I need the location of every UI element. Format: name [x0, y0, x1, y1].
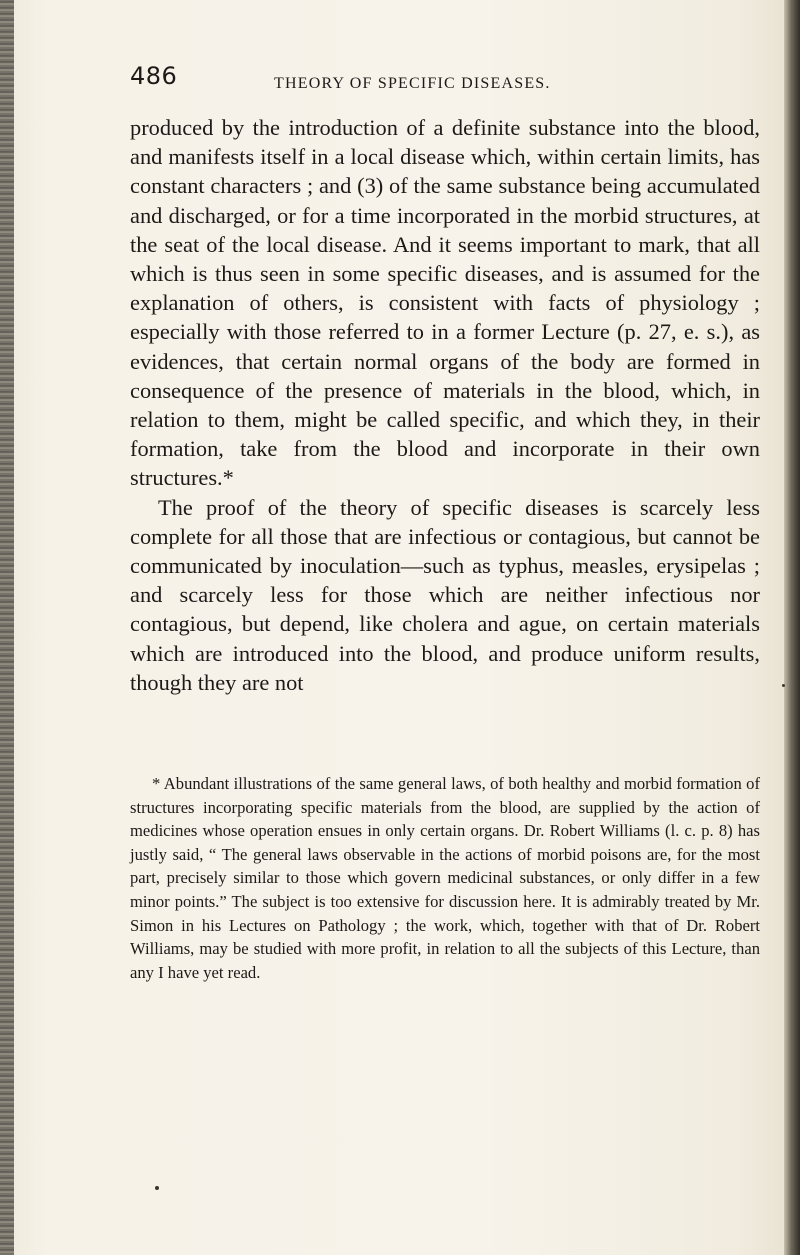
paragraph: produced by the introduction of a definite substance into the blood, and manifests itself in a local disease which, within certain limits, has constant characters ; and (3) of the same substance being accumulated and discharged, or for a time incorporated in the morbid structures, at the seat of the local disease. And it seems important to mark, that all which is thus seen in some specific diseases, and is assumed for the explanation of others, is consistent with facts of physiology ; especially with those referred to in a former Lecture (p. 27, e. s.), as evidences, that certain normal organs of the body are formed in consequence of the presence of materials in the blood, which, in relation to them, might be called specific, and which they, in their formation, take from the blood and incorporate in their own structures.*: [130, 115, 760, 491]
page-left-edge: [0, 0, 14, 1255]
running-title: THEORY OF SPECIFIC DISEASES.: [274, 75, 551, 92]
page-right-edge: [784, 0, 800, 1255]
main-text: [130, 113, 760, 697]
footnote: * Abundant illustrations of the same general laws, of both healthy and morbid formation of structures incorporating specific materials from the blood, are supplied by the action of medicines whose operation ensues in only certain organs. Dr. Robert Williams (l. c. p. 8) has justly said, “ The general laws observable in the actions of morbid poisons are, for the most part, precisely similar to those which govern medicinal substances, or only differ in a few minor points.” The subject is too extensive for discussion here. It is admirably treated by Mr. Simon in his Lectures on Pathology ; the work, which, together with that of Dr. Robert Williams, may be studied with more profit, in relation to all the subjects of this Lecture, than any I have yet read.: [130, 774, 760, 982]
ink-speck: [155, 1186, 159, 1190]
page-number: 486: [130, 62, 178, 90]
paragraph: The proof of the theory of specific diseases is scarcely less complete for all those that are infectious or contagious, but cannot be communicated by inoculation—such as typhus, measles, erysipelas ; and scarcely less for those which are neither infectious nor contagious, but depend, like cholera and ague, on certain materials which are introduced into the blood, and produce uniform results, though they are not: [130, 494, 760, 695]
ink-speck: [782, 684, 785, 687]
